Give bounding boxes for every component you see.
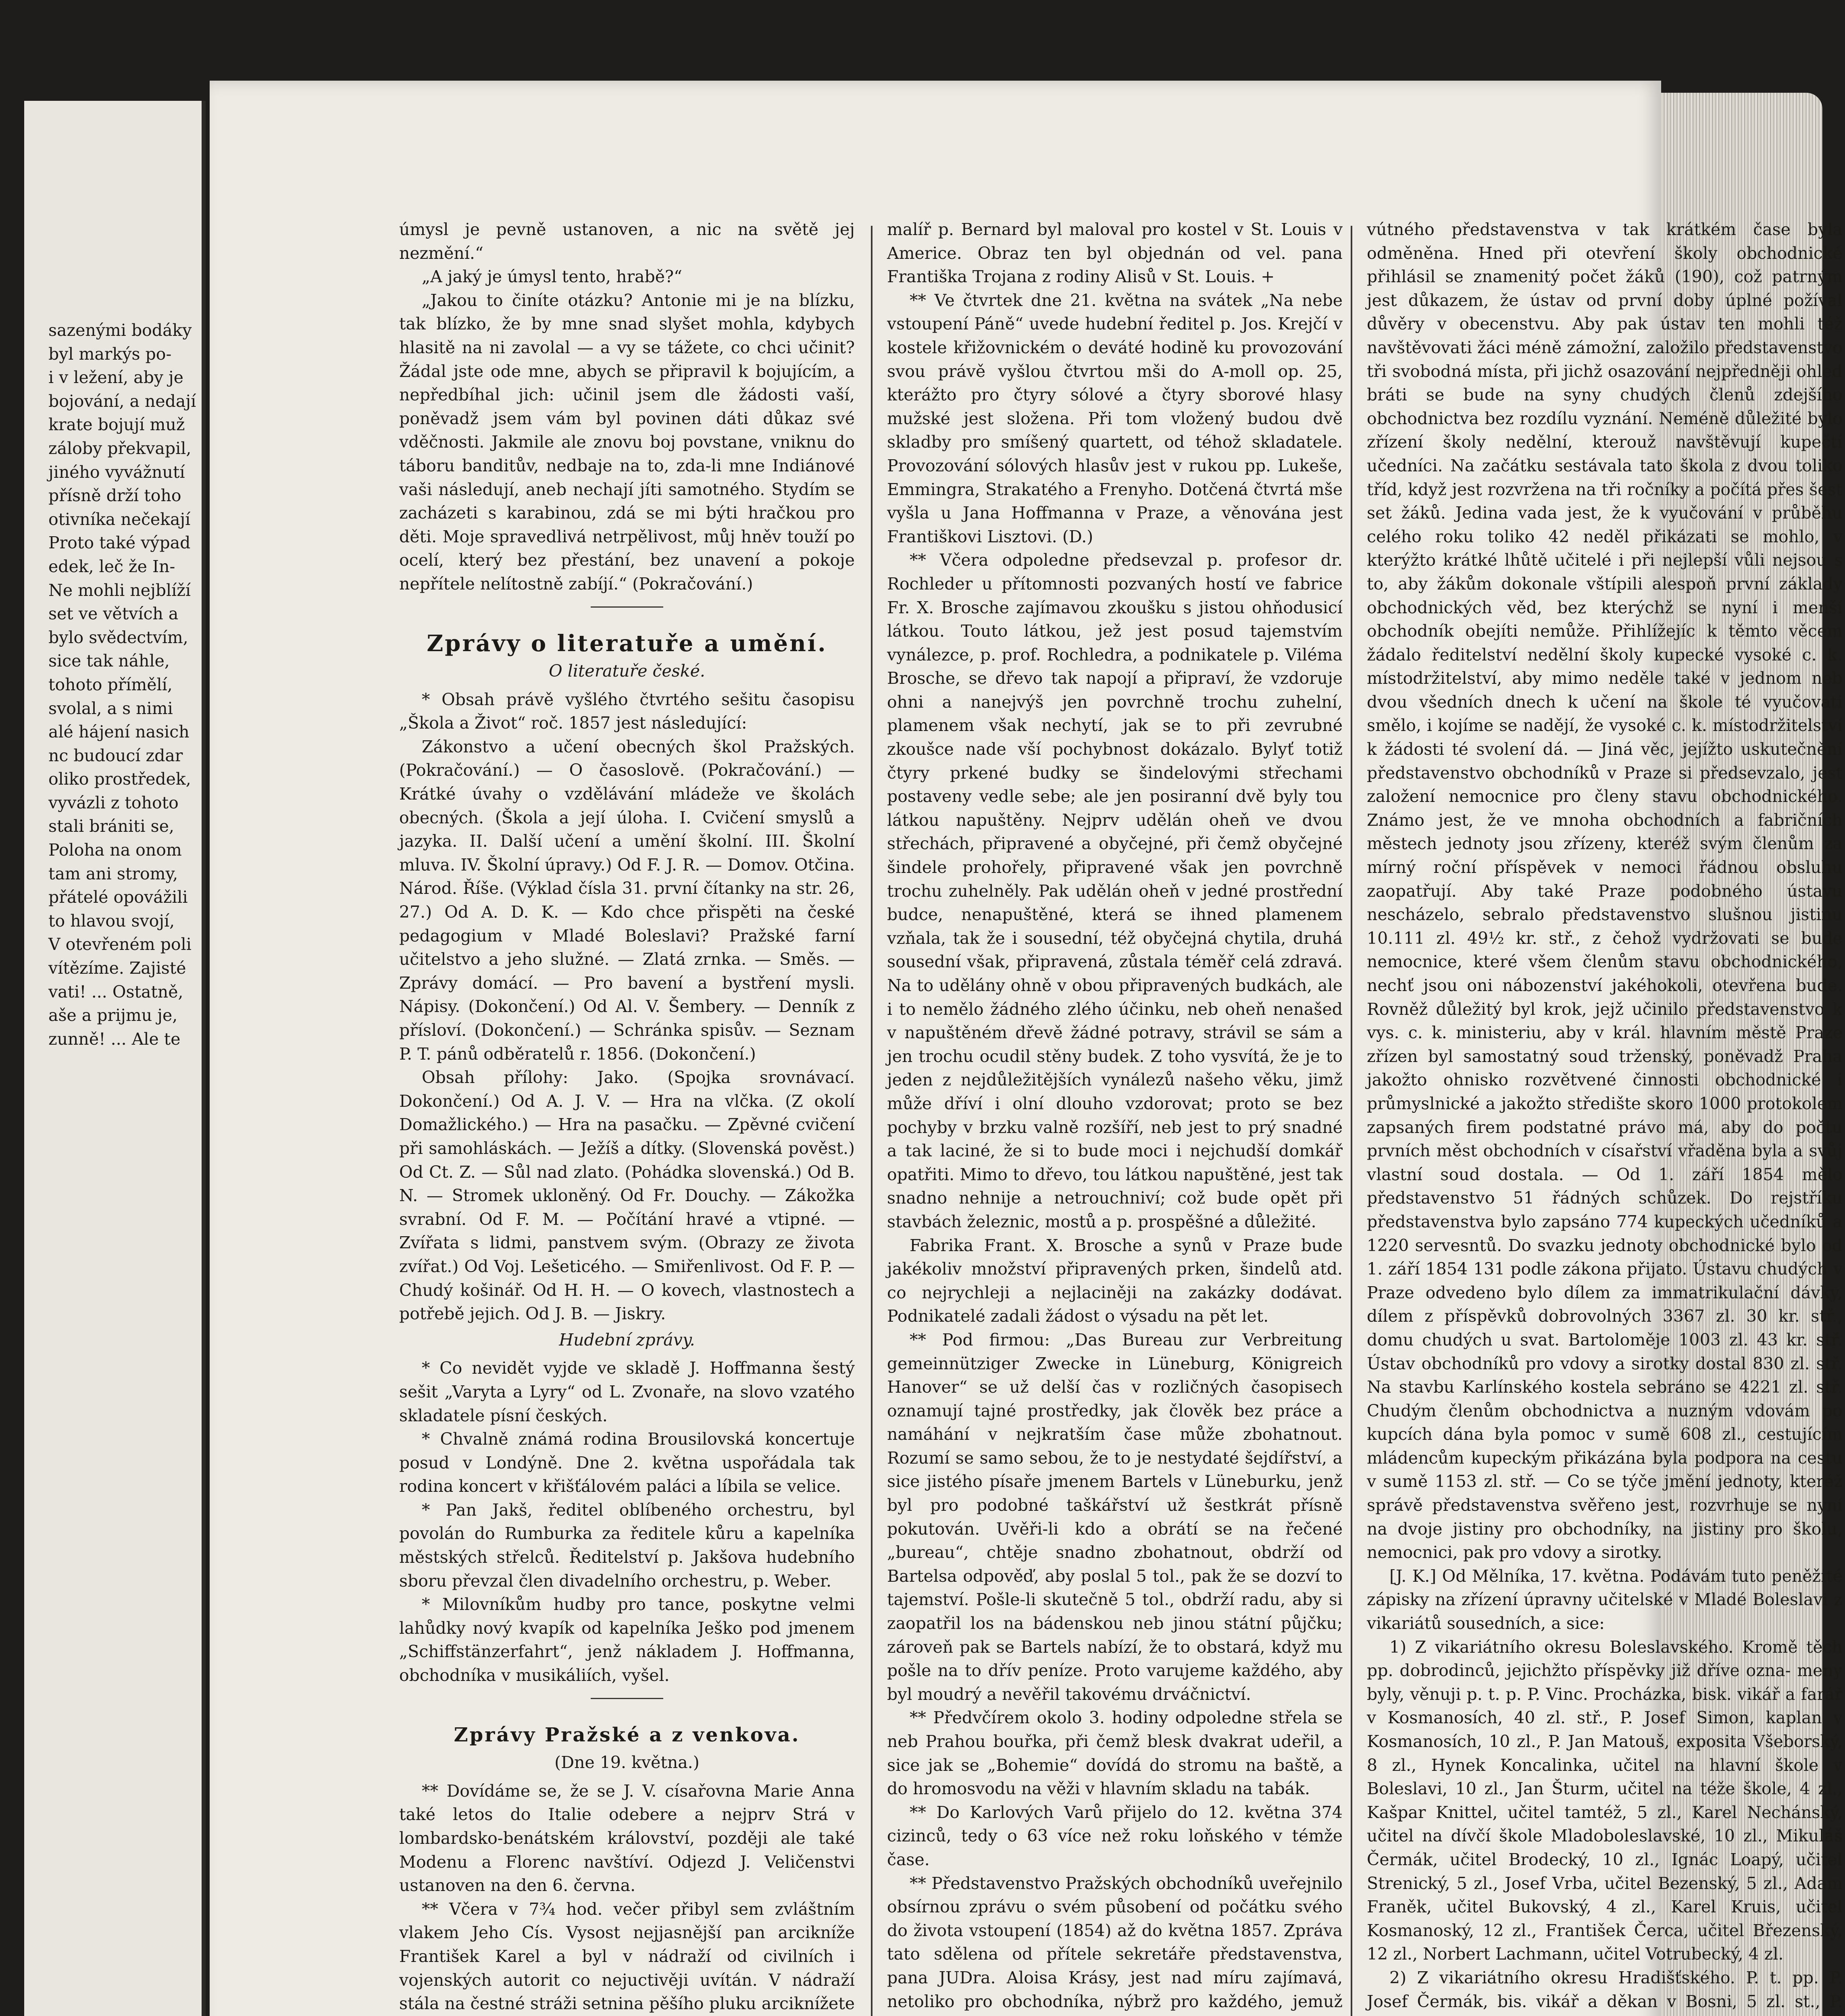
left-page-line: set ve větvích a: [48, 604, 179, 624]
news-item: vútného představenstva v tak krátkém čase byla odměněna. Hned při otevření školy obchodnické přihlásil se znamenitý počet žáků (190), což patrným jest důkazem, že ústav od první doby úplné požíval důvěry v obecenstvu. Aby pak ústav ten mohli též navštěvovati žáci méně zámožní, založilo představenstvo tři svobodná místa, při jichž osazování nejpředněji ohled bráti se bude na syny chudých členů zdejšího obchodnictva bez rozdílu vyznání. Neméně důležité bylo zřízení školy nedělní, kterouž navštěvují kupečtí učedníci. Na začátku sestávala tato škola z dvou toliko tříd, když jest rozvržena na tři ročníky a počítá přes šest set žáků. Jedina vada jest, že k vyučování v průběhu celého roku toliko 42 neděl přikázati se mohlo, v kterýžto krátké lhůtě učitelé i při nejlepší vůli nejsou s to, aby žákům dokonale vštípili alespoň první základy obchodnických věd, bez kterýchž se nyní i menší obchodník obejíti nemůže. Přihlížejíc k těmto věcem žádalo ředitelství nedělní školy kupecké vysoké c. k. místodržitelství, aby mimo neděle také v jednom neb dvou všedních dnech k učení na škole té vyučovati smělo, i kojíme se nadějí, že vysoké c. k. místodržitelství k žádosti té svolení dá. — Jiná věc, jejížto uskutečnění představenstvo obchodníků v Praze si předsevzalo, jest založení nemocnice pro členy stavu obchodnického. Známo jest, že ve mnoha obchodních a fabričních městech jednoty jsou zřízeny, kteréž svým členům za mírný roční příspěvek v nemoci řádnou obsluhu zaopatřují. Aby také Praze podobného ústavu nescházelo, sebralo představenstvo slušnou jistinu 10.111 zl. 49½ kr. stř., z čehož vydržovati se bude nemocnice, které všem členům stavu obchodnického, nechť jsou oni nábozenství jakéhokoli, otevřena bude. Rovněž důležitý byl krok, jejž učinilo představenstvo k vys. c. k. ministeriu, aby v král. hlavním městě Praze zřízen byl samostatný soud trženský, poněvadž Praha jakožto ohnisko rozvětvené činnosti obchodnické i průmyslnické a jakožto středište skoro 1000 protokolem zapsaných firem podstatné právo má, aby do počtu prvních měst obchodních v císařství vřaděna byla a svůj vlastní soud dostala. — Od 1. září 1854 mělo představenstvo 51 řádných schůzek. Do rejstříku představenstva bylo zapsáno 774 kupeckých učedníků a 1220 servesntů. Do svazku jednoty obchodnické bylo od 1. září 1854 131 podle zákona přijato. Ústavu chudých v Praze odvedeno bylo dílem za immatrikulační dávky, dílem z příspěvků dobrovolných 3367 zl. 30 kr. stř., domu chudých u svat. Bartoloměje 1003 zl. 43 kr. stř. Ústav obchodníků pro vdovy a sirotky dostal 830 zl. stř. Na stavbu Karlínského kostela sebráno se 4221 zl. stř. Chudým členům obchodnictva a nuzným vdovám po kupcích dána byla pomoc v sumě 608 zl., cestujícím mládencům kupeckým přikázána byla podpora na cestu v sumě 1153 zl. stř. — Co se týče jmění jednoty, kteréž správě představenstva svěřeno jest, rozvrhuje se nyní na dvoje jistiny pro obchodníky, na jistiny pro školu, nemocnici, pak pro vdovy a sirotky.: [1367, 220, 1843, 1562]
news-item: Fabrika Frant. X. Brosche a synů v Praze bude jakékoliv množství připravených prken, šindelů atd. co nejrychleji a nejlaciněji na zakázky dodávat. Podnikatelé zadali žádost o výsadu na pět let.: [887, 1235, 1343, 1326]
news-item: ** Včera odpoledne předsevzal p. profesor dr. Rochleder u přítomnosti pozvaných hostí ve fabrice Fr. X. Brosche zajímavou zkoušku s jistou ohňodusicí látkou. Touto látkou, jež jest posud tajemstvím vynálezce, p. prof. Rochledra, a podnikatele p. Viléma Brosche, se dřevo tak napojí a připraví, že vzdoruje ohni a nanejvýš jen povrchně trochu zuhelní, plamenem však nechytí, jak se to při zevrubné zkoušce nade vší pochybnost dokázalo. Bylyť totiž čtyry prkené budky se šindelovými střechami postaveny vedle sebe; ale jen posiranní dvě byly tou látkou napuštěny. Nejprv udělán oheň ve dvou střechách, připravené a obyčejné, při čemž obyčejné šindele prohořely, připravené však jen povrchně trochu zuhelněly. Pak udělán oheň v jedné prostřední budce, nenapuštěné, která se ihned plamenem vzňala, tak že i sousední, též obyčejná chytila, druhá sousední však, připravená, zůstala téměř celá zdravá. Na to udělány ohně v obou připravených budkách, ale i to nemělo žádného zlého účinku, neb oheň nenašed v napuštěném dřevě žádné potravy, strávil se sám a jen trochu ocudil stěny budek. Z toho vysvítá, že je to jeden z nejdůležitějších vynálezů našeho věku, jimž může dříví i olní dlouho vzdorovat; proto se bez pochyby v brzku valně rozšíří, neb jest to prý snadné a tak laciné, že si to bude moci i nejchudší domkář opatřiti. Mimo to dřevo, tou látkou napuštěné, jest tak snadno nehnije a netrouchniví; což bude opět při stavbách železnic, mostů a p. prospěšné a důležité.: [887, 550, 1343, 1231]
left-page-line: jiného vyvážnutí: [48, 462, 185, 482]
column-2: [887, 218, 1343, 2016]
subsection-title-music: Hudební zprávy.: [559, 1330, 695, 1350]
left-page-line: otivníka nečekají: [48, 509, 191, 529]
left-page-line: alé hájení nasich: [48, 722, 189, 742]
left-page-line: to hlavou svojí,: [48, 911, 175, 931]
left-page-line: stali brániti se,: [48, 816, 174, 836]
music-item: * Co nevidět vyjde ve skladě J. Hoffmanna šestý sešit „Varyta a Lyry“ od L. Zvonaře, na slovo vzatého skladatele písní českých.: [399, 1358, 855, 1425]
news-item: ** Ve čtvrtek dne 21. května na svátek „Na nebe vstoupení Páně“ uvede hudební ředitel p. Jos. Krejčí v kostele křižovnickém o deváté hodině ku provozování svou právě vyšlou čtvrtou mši do A-moll op. 25, kterážto pro čtyry sólové a čtyry sborové hlasy mužské jest složena. Při tom vložený budou dvě skladby pro smíšený quartett, od téhož skladatele. Provozování sólových hlasův jest v rukou pp. Lukeše, Emmingra, Strakatého a Frenyho. Dotčená čtvrtá mše vyšla u Jana Hoffmanna v Praze, a věnována jest Františkovi Lisztovi. (D.): [887, 290, 1343, 546]
left-page-line: bojování, a nedají: [48, 391, 196, 411]
section-title-literature: Zprávy o literatuře a umění.: [427, 630, 827, 657]
left-page-line: zunně! ... Ale te: [48, 1029, 181, 1049]
separator: [591, 1698, 663, 1699]
music-item: * Chvalně známá rodina Brousilovská koncertuje posud v Londýně. Dne 2. května uspořádala tak rodina koncert v křišťálovém paláci a líbila se velice.: [399, 1429, 855, 1496]
story-paragraph: „Jakou to činíte otázku? Antonie mi je na blízku, tak blízko, že by mne snad slyšet mohla, kdybych hlasitě na ni zavolal — a vy se tážete, co chci učinit? Žádal jste ode mne, abych se připravil k bojujícím, a nepředbíhal jich: učinil jsem dle žádosti vaší, poněvadž jsem vám byl povinen dáti důkaz své vděčnosti. Jakmile ale znovu boj povstane, vniknu do táboru banditův, nedbaje na to, zda-li mne Indiánové vaši následují, aneb nechají jíti samotného. Stydím se zacházeti s karabinou, zdá se mi býti hračkou pro děti. Moje spravedlivá netrpělivost, můj hněv touží po ocelí, který bez přestání, bez unavení a pokoje nepřítele nelítostně zabíjí.“ (Pokračování.): [399, 290, 855, 594]
left-page-line: záloby překvapil,: [48, 438, 192, 458]
left-page-line: krate bojují muž: [48, 415, 185, 435]
left-page-line: Poloha na onom: [48, 840, 182, 860]
left-page-line: edek, leč že In-: [48, 556, 175, 576]
news-item: malíř p. Bernard byl maloval pro kostel v St. Louis v Americe. Obraz ten byl objednán od vel. pana Františka Trojana z rodiny Alisů v St. Louis. +: [887, 220, 1343, 287]
news-item: [J. K.] Od Mělníka, 17. května. Podávám tuto peněžité zápisky na zřízení úpravny učitelské v Mladé Boleslavi z vikariátů sousedních, a sice:: [1367, 1566, 1843, 1633]
left-page-line: oliko prostředek,: [48, 769, 191, 789]
literature-item: Zákonstvo a učení obecných škol Pražských. (Pokračování.) — O časoslově. (Pokračování.) — Krátké úvahy o vzdělávání mládeže ve školách obecných. (Škola a její úloha. I. Cvičení smyslů a jazyka. II. Další učení a umění školní. III. Školní mluva. IV. Školní úpravy.) Od F. J. R. — Domov. Otčina. Národ. Říše. (Výklad čísla 31. první čítanky na str. 26, 27.) Od A. D. K. — Kdo chce přispěti na české pedagogium v Mladé Boleslavi? Pražské farní učitelstvo a jeho služné. — Zlatá zrnka. — Směs. — Zprávy domácí. — Pro bavení a bystření mysli. Nápisy. (Dokončení.) Od Al. V. Šembery. — Denník z přísloví. (Dokončení.) — Schránka spisův. — Seznam P. T. pánů odběratelů r. 1856. (Dokončení.): [399, 737, 855, 1064]
section-title-news: Zprávy Pražské a z venkova.: [454, 1723, 800, 1746]
music-item: * Milovníkům hudby pro tance, poskytne velmi lahůdky nový kvapík od kapelníka Ješko pod jmenem „Schiffstänzerfahrt“, jenž nákladem J. Hoffmanna, obchodníka v musikáliích, vyšel.: [399, 1595, 855, 1685]
left-page-line: tam ani stromy,: [48, 864, 178, 883]
news-item: ** Předvčírem okolo 3. hodiny odpoledne střela se neb Prahou bouřka, při čemž blesk dvakrat udeřil, a sice jak se „Bohemie“ dovídá do stromu na baště, a do hromosvodu na věži v hlavním skladu na tabák.: [887, 1708, 1343, 1799]
left-page-line: vyvázli z tohoto: [48, 793, 179, 812]
left-page-line: vítězíme. Zajisté: [48, 958, 186, 978]
left-page-line: aše a prijmu je,: [48, 1006, 178, 1025]
left-page-fragment: [24, 101, 206, 2016]
column-rule-1: [871, 226, 873, 2016]
news-item: ** Včera v 7¾ hod. večer přibyl sem zvláštním vlakem Jeho Cís. Vysost nejjasnější pan arcikníže František Karel a byl v nádraží od civilních i vojenských autorit co nejuctivěji uvítán. V nádraží stála na čestné stráži setnina pěšího pluku arciknížete: [399, 1899, 855, 2014]
left-page-line: vati! ... Ostatně,: [48, 982, 183, 1002]
left-page-line: V otevřeném poli: [48, 935, 192, 954]
newspaper-page: [210, 81, 1843, 2016]
column-1: [399, 218, 855, 2016]
news-item: ** Pod firmou: „Das Bureau zur Verbreitung gemeinnütziger Zwecke in Lüneburg, Königreich Hanover“ se už delší čas v rozličných časopisech oznamují tajné prostředky, jak člověk bez práce a namáhání v nejkratším čase může zbohatnout. Rozumí se samo sebou, že to je nestydaté šejdířství, a sice jistého písaře jmenem Bartels v Lüneburku, jenž byl pro podobné taškářství už šestkrát přísně pokutován. Uvěři-li kdo a obrátí se na řečené „bureau“, chtěje snadno zbohatnout, obdrží od Bartelsa odpověď, aby poslal 5 tol., pak že se dozví to tajemství. Pošle-li skutečně 5 tol., obdrží radu, aby si zaopatřil los na bádenskou neb jinou státní půjčku; zároveň pak se Bartels nabízí, že to obstará, když mu pošle na to dřív peníze. Proto varujeme každého, aby byl moudrý a nevěřil takovému drváčnictví.: [887, 1330, 1343, 1704]
left-page-line: i v ležení, aby je: [48, 368, 184, 387]
news-item: ** Dovídáme se, že se J. V. císařovna Marie Anna také letos do Italie odebere a nejprv Strá v lombardsko-benátském království, později ale také Modenu a Florenc navštíví. Odjezd J. Veličenstvi ustanoven na den 6. června.: [399, 1781, 855, 1895]
left-page-line: sice tak náhle,: [48, 651, 170, 671]
left-page-line: svolal, a s nimi: [48, 698, 173, 718]
left-page-text: [24, 101, 202, 1051]
literature-item: Obsah přílohy: Jako. (Spojka srovnávací. Dokončení.) Od A. J. V. — Hra na vlčka. (Z okolí Domažlického.) — Hra na pasačku. — Zpěvné cvičení při samohláskách. — Ježíš a dítky. (Slovenská pověst.) Od Ct. Z. — Sůl nad zlato. (Pohádka slovenská.) Od B. N. — Stromek ukloněný. Od Fr. Douchy. — Zákožka svrabní. Od F. M. — Počítání hravé a vtipné. — Zvířata s lidmi, panstvem svým. (Obrazy ze života zvířat.) Od Voj. Lešeticého. — Smiřenlivost. Od F. P. — Chudý košinář. Od H. H. — O kovech, vlastnostech a potřebě jejich. Od J. B. — Jiskry.: [399, 1068, 855, 1324]
left-page-line: bylo svědectvím,: [48, 627, 188, 647]
donation-list: 1) Z vikariátního okresu Boleslavského. Kromě těch pp. dobrodinců, jejichžto příspěvky již dříve ozna- meny byly, věnuji p. t. p. P. Vinc. Procházka, bisk. vikář a farář v Kosmanosích, 40 zl. stř., P. Josef Simon, kaplan v Kosmanosích, 10 zl., P. Jan Matouš, exposita Všeborský, 8 zl., Hynek Koncalinka, učitel na hlavní škole v Boleslavi, 10 zl., Jan Šturm, učitel na téže škole, 4 zl., Kašpar Knittel, učitel tamtéž, 5 zl., Karel Nechánský, učitel na dívčí škole Mladoboleslavské, 10 zl., Mikuláš Čermák, učitel Brodecký, 10 zl., Ignác Loapý, učitel Strenický, 5 zl., Josef Vrba, učitel Bezenský, 5 zl., Adam Franěk, učitel Bukovský, 4 zl., Karel Kruis, učitel Kosmanoský, 12 zl., František Čerca, učitel Březenský, 12 zl., Norbert Lachmann, učitel Votrubecký, 4 zl.: [1367, 1637, 1843, 1964]
column-rule-2: [1351, 226, 1352, 2016]
left-page-line: nc budoucí zdar: [48, 746, 183, 765]
music-item: * Pan Jakš, ředitel oblíbeného orchestru, byl povolán do Rumburka za ředitele kůru a kapelníka městských střelců. Ředitelství p. Jakšova hudebního sboru převzal člen divadelního orchestru, p. Weber.: [399, 1500, 855, 1591]
left-page-line: přátelé opovážili: [48, 887, 188, 907]
left-page-line: sazenými bodáky: [48, 321, 192, 340]
donation-list: 2) Z vikariátního okresu Hradišťského. P. t. pp. P. Josef Čermák, bis. vikář a děkan v Bosni, 5 zl. st., P.: [1367, 1968, 1843, 2011]
news-item: ** Do Karlových Varů přijelo do 12. května 374 cizinců, tedy o 63 více než roku loňského v témže čase.: [887, 1802, 1343, 1869]
separator: [591, 606, 663, 608]
story-paragraph: „A jaký je úmysl tento, hrabě?“: [422, 267, 682, 287]
left-page-line: Proto také výpad: [48, 533, 191, 553]
left-page-line: tohoto přímělí,: [48, 675, 173, 694]
news-date: (Dne 19. května.): [554, 1753, 700, 1772]
literature-item: * Obsah právě vyšlého čtvrtého sešitu časopisu „Škola a Život“ roč. 1857 jest následující:: [399, 689, 855, 733]
left-page-line: byl markýs po-: [48, 344, 172, 364]
left-page-line: Ne mohli nejblíží: [48, 580, 191, 600]
story-ending: úmysl je pevně ustanoven, a nic na světě jej nezmění.“: [399, 220, 855, 263]
column-3: [1367, 218, 1843, 2016]
news-item: ** Představenstvo Pražských obchodníků uveřejnilo obsírnou zprávu o svém působení od počátku svého do života vstoupení (1854) až do května 1857. Zpráva tato sdělena od přítele sekretáře představenstva, pana JUDra. Aloisa Krásy, jest nad míru zajímavá, netoliko pro obchodníka, nýbrž pro každého, jemuž: [887, 1873, 1343, 2011]
subsection-title-czech-literature: O literatuře české.: [549, 661, 705, 681]
left-page-line: přísně drží toho: [48, 486, 181, 506]
